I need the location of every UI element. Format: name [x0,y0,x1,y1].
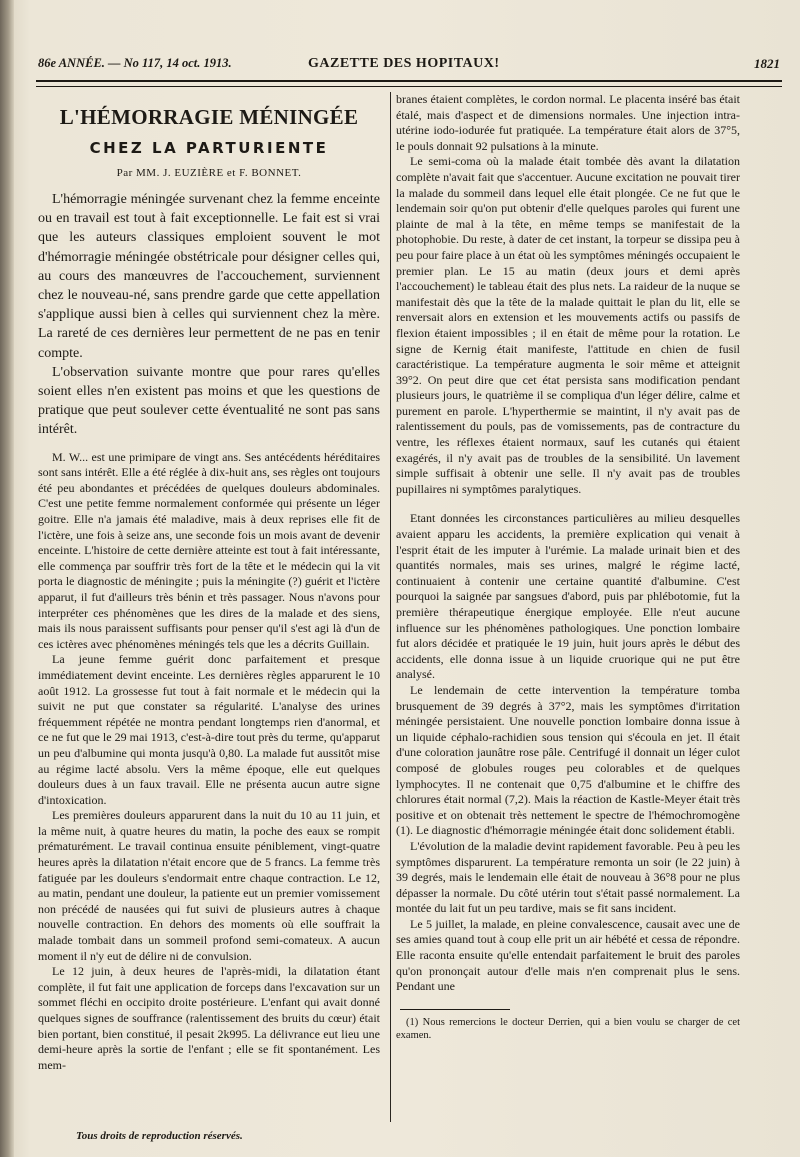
body-paragraph: M. W... est une primipare de vingt ans. Ses antécédents héréditaires sont sans intérêt. Elle a été réglée à dix-huit ans, ses règles ont toujours été peu abondantes et précédées de quelques douleurs abdominales. C'est une petite femme normalement conformée qui présente un léger goitre. Elle n'a jamais été maladive, mais à deux reprises elle fit de l'ictère, une fois à seize ans, une seconde fois un mois avant de devenir enceinte. L'histoire de cette dernière atteinte est tout à fait intéressante, elle commença par souffrir très fort de la tête et le médecin qui la vit porta le diagnostic de méningite ; puis la méningite (?) guérit et l'ictère apparut, il fut d'ailleurs très bénin et très passager. Nous n'avons pour interpréter ces phénomènes que les dires de la malade et des siens, mais ils nous paraissent suffisants pour penser qu'il s'est agi là d'un de ces ictères avec phénomènes méningés tels que les a décrits Guillain. [38,449,380,651]
journal-name: GAZETTE DES HOPITAUX! [308,56,500,71]
intro-paragraph: L'hémorragie méningée survenant chez la femme enceinte ou en travail est tout à fait exceptionnelle. Le fait est si vrai que les auteurs classiques emploient souvent le mot d'hémorragie méningée obstétricale pour désigner celles qui, au cours des manœuvres de l'accouchement, surviennent chez le nouveau-né, sans prendre garde que cette appellation s'applique aussi bien à celles qui surviennent chez la mère. La rareté de ces dernières leur permettent de ne pas en tenir compte. [38,192,380,361]
body-paragraph: branes étaient complètes, le cordon normal. Le placenta inséré bas était étalé, mais d'aspect et de dimensions normales. Une injection intra-utérine iodo-iodurée fut pratiquée. La température était alors de 37°5, le pouls donnait 92 pulsations à la minute. [396,92,740,153]
header-rule-thin [36,86,782,87]
observation-left [38,450,380,1074]
column-separator [390,92,391,1122]
header-rule-thick [36,80,782,82]
footnote: (1) Nous remercions le docteur Derrien, qui a bien voulu se charger de cet examen. [396,1016,740,1042]
right-column [396,92,740,1043]
article-intro [38,190,380,440]
article-title: L'HÉMORRAGIE MÉNINGÉE [59,105,359,129]
body-paragraph: Le lendemain de cette intervention la température tomba brusquement de 39 degrés à 37°2, mais les symptômes d'irritation méningée persistaient. Une nouvelle ponction lombaire donna issue à un liquide céphalo-rachidien sous tension qui s'écoula en jet. Il était d'une coloration jaunâtre rose pâle. Centrifugé il donnait un léger culot composé de globules rouges peu colorables et de quelques lymphocytes. Il ne contenait que 0,75 d'albumine et le chiffre des chlorures était normal (7,2). Mais la réaction de Kastle-Meyer était très positive et on obtenait très nettement le spectre de l'hémochromogène (1). Le diagnostic d'hémorragie méningée était donc solidement établi. [396,682,740,838]
running-header [38,56,780,78]
article-subtitle: CHEZ LA PARTURIENTE [89,139,329,157]
observation-right [396,92,740,995]
body-paragraph: La jeune femme guérit donc parfaitement et presque immédiatement devint enceinte. Les dernières règles apparurent le 10 août 1912. La grossesse fut tout à fait normale et le médecin qui la suivit ne put que constater sa régularité. L'analyse des urines fréquemment répétée ne montra pendant longtemps rien d'anormal, et ce ne fut que le 29 mai 1913, c'est-à-dire tout près du terme, qu'apparut un peu d'albumine qui monta jusqu'à 0,80. La malade fut aussitôt mise au régime lacté absolu. Vers la même époque, elle eut quelques douleurs dues à un faux travail. Elle ne présenta aucun autre signe d'intoxication. [38,652,380,807]
issue-info: 86e ANNÉE. — No 117, 14 oct. 1913. [38,56,232,70]
rights-notice: Tous droits de reproduction réservés. [76,1130,243,1142]
page-number: 1821 [754,56,780,71]
body-paragraph: Le 12 juin, à deux heures de l'après-midi, la dilatation étant complète, il fut fait une application de forceps dans l'excavation sur un sommet fléchi en occipito droite postérieure. L'enfant qui avait donné quelques signes de souffrance (ralentissement des bruits du cœur) était bien portant, bien constitué, il pesait 2k995. La délivrance eut lieu une demi-heure après la sortie de l'enfant ; elle se fit spontanément. Les mem- [38,964,380,1072]
body-paragraph: Le semi-coma où la malade était tombée dès avant la dilatation complète n'avait fait que s'accentuer. Aucune excitation ne pouvait tirer la malade du sommeil dans lequel elle était plongée. Ce ne fut que le lendemain soir qu'on put obtenir d'elle quelques paroles qui furent une plainte de mal à la tête, en même temps se manifestait de la photophobie. Du reste, à dater de cet instant, la torpeur se dissipa peu à peu pour faire place à un état où les symptômes méningés occupaient le premier plan. Le 15 au matin (deux jours et demi après l'accouchement) le tableau était des plus nets. La raideur de la nuque se manifestait dès que la tête de la malade quittait le plan du lit, elle se renversait alors en extension et les mouvements actifs ou passifs de flexion étaient impossibles ; il en était de même pour la rotation. Le signe de Kernig était manifeste, l'attitude en chien de fusil caractéristique. La température augmenta le soir même et atteignit 39°2. On peut dire que cet état persista sans modification pendant plusieurs jours, le quatrième il se compliqua d'un léger délire, calme et purement en parole. L'hyperthermie se maintint, il n'y avait pas de ralentissement du pouls, pas de vomissements, pas de contracture du ventre, les réflexes étaient normaux, sauf les cutanés qui étaient exagérés, il n'y avait pas de troubles de la sensibilité. Un lavement simple suffisait à obtenir une selle. Il n'y avait pas de troubles pupillaires ni symptômes paralytiques. [396,154,740,496]
page-binding-edge [0,0,14,1157]
body-paragraph: L'évolution de la maladie devint rapidement favorable. Peu à peu les symptômes disparurent. La température remonta un soir (le 22 juin) à 39 degrés, mais le lendemain elle était de nouveau à 36°8 pour ne plus dépasser la normale. Du côté utérin tout s'était passé normalement. La montée du lait fut un peu tardive, mais se fit sans incident. [396,838,740,916]
body-paragraph: Les premières douleurs apparurent dans la nuit du 10 au 11 juin, et la même nuit, à quatre heures du matin, la poche des eaux se rompit prématurément. Le travail continua ensuite péniblement, vingt-quatre heures après la dilatation n'était encore que de 5 francs. La femme très fatiguée par les douleurs s'endormait entre chaque contraction. Le 12, au matin, pendant une douleur, la patiente eut un premier vomissement non précédé de nausées qui fut suivi de plusieurs autres à chaque nouvelle contraction. En dehors des moments où elle souffrait la malade tombait dans un sommeil profond semi-comateux. A aucun moment il n'y eut de délire ni de convulsion. [38,808,380,963]
body-paragraph: Le 5 juillet, la malade, en pleine convalescence, causait avec une de ses amies quand tout à coup elle prit un air hébété et cessa de répondre. Elle raconta ensuite qu'elle entendait parfaitement le bruit des paroles qu'on prononçait autour d'elle mais n'en comprenait plus le sens. Pendant une [396,916,740,994]
intro-paragraph: L'observation suivante montre que pour rares qu'elles soient elles n'en existent pas moins et que les questions de pratique que peut soulever cette éventualité ne sont pas sans intérêt. [38,364,380,438]
body-paragraph: Etant données les circonstances particulières au milieu desquelles avaient apparu les accidents, la première explication qui venait à l'esprit était de les imputer à l'urémie. La malade urinait bien et des quantités normales, mais ses urines, malgré le régime lacté, continuaient à contenir une certaine quantité d'albumine. C'est pourquoi la saignée par sangsues d'abord, puis par phlébotomie, fut la première thérapeutique énergique employée. Elle n'eut aucune influence sur les phénomènes pathologiques. Une ponction lombaire fut alors décidée et pratiquée le 19 juin, huit jours après le début des accidents, elle donna issue à un liquide cruorique qui ne put être analysé. [396,511,740,682]
footnote-rule [400,1009,510,1010]
article-authors: Par MM. J. EUZIÈRE et F. BONNET. [116,167,302,179]
left-column [38,92,380,1073]
